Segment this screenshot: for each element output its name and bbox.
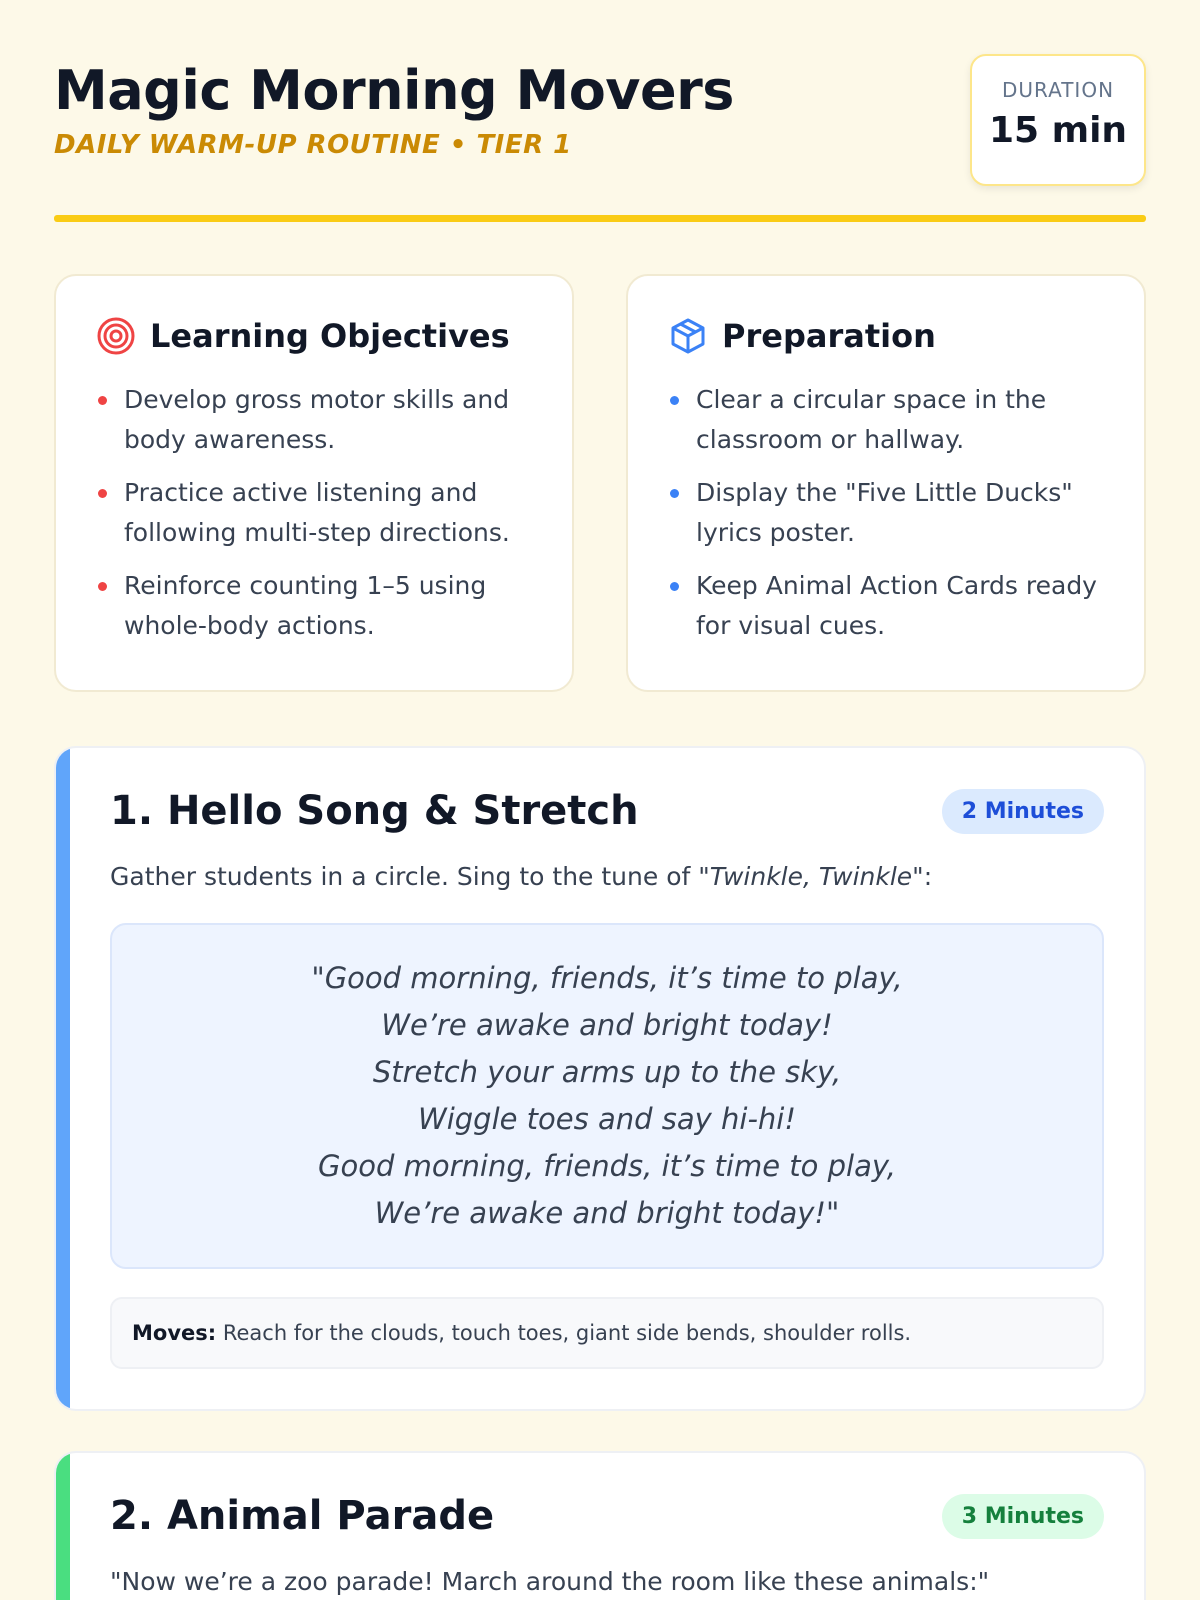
moves-note xyxy=(110,1297,1104,1369)
objectives-title: Learning Objectives xyxy=(150,317,510,355)
list-item: Develop gross motor skills and body awareness. xyxy=(96,380,532,460)
preparation-title: Preparation xyxy=(722,317,936,355)
list-item: Keep Animal Action Cards ready for visual cues. xyxy=(668,566,1104,646)
list-item: Reinforce counting 1–5 using whole-body actions. xyxy=(96,566,532,646)
activity-accent-stripe xyxy=(56,748,70,1409)
duration-badge xyxy=(970,54,1146,186)
activity-title: 1. Hello Song & Stretch xyxy=(110,788,639,834)
activity-animal-parade xyxy=(54,1451,1146,1600)
preparation-card xyxy=(626,274,1146,692)
header xyxy=(54,0,1146,220)
time-badge: 3 Minutes xyxy=(942,1494,1104,1539)
moves-label: Moves: xyxy=(132,1321,217,1345)
box-icon xyxy=(668,316,708,356)
lyric-line: "Good morning, friends, it’s time to play, xyxy=(311,961,903,995)
activity-title: 2. Animal Parade xyxy=(110,1493,495,1539)
list-item: Practice active listening and following multi-step directions. xyxy=(96,473,532,553)
page-title: Magic Morning Movers xyxy=(54,59,734,122)
list-item: Clear a circular space in the classroom or hallway. xyxy=(668,380,1104,460)
activity-accent-stripe xyxy=(56,1453,70,1600)
lyric-line: Stretch your arms up to the sky, xyxy=(372,1055,842,1089)
list-item: Display the "Five Little Ducks" lyrics poster. xyxy=(668,473,1104,553)
info-cards xyxy=(54,274,1146,692)
activity-hello-song xyxy=(54,746,1146,1411)
activity-intro: Gather students in a circle. Sing to the tune of "Twinkle, Twinkle": xyxy=(110,862,933,891)
duration-value: 15 min xyxy=(988,110,1128,151)
page-subtitle: DAILY WARM-UP ROUTINE • TIER 1 xyxy=(54,130,572,160)
target-icon xyxy=(96,316,136,356)
preparation-list xyxy=(668,380,1104,646)
activity-intro: "Now we’re a zoo parade! March around the room like these animals:" xyxy=(110,1567,990,1596)
tune-name: "Twinkle, Twinkle" xyxy=(698,862,924,891)
lyric-line: We’re awake and bright today! xyxy=(381,1008,833,1042)
lyric-line: Good morning, friends, it’s time to play, xyxy=(318,1149,896,1183)
duration-label: DURATION xyxy=(1001,78,1115,102)
time-badge: 2 Minutes xyxy=(942,789,1104,834)
moves-text: Reach for the clouds, touch toes, giant side bends, shoulder rolls. xyxy=(216,1321,912,1345)
lyric-line: We’re awake and bright today!" xyxy=(374,1196,840,1230)
lyrics-box xyxy=(110,923,1104,1269)
objectives-card xyxy=(54,274,574,692)
lyric-line: Wiggle toes and say hi-hi! xyxy=(418,1102,796,1136)
objectives-list xyxy=(96,380,532,646)
